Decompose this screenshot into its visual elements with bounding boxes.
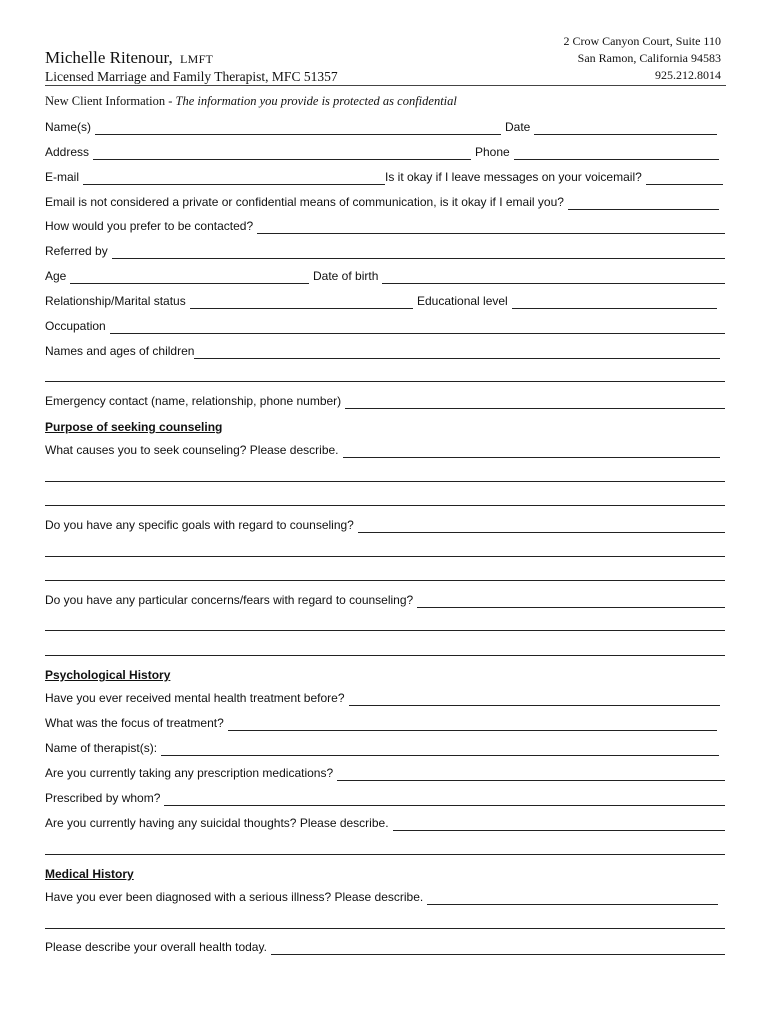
relationship-field[interactable] bbox=[190, 294, 413, 309]
medical-q2-row bbox=[45, 940, 725, 958]
names-field[interactable] bbox=[95, 120, 501, 135]
contact-pref-row bbox=[45, 219, 725, 237]
referred-by-label: Referred by bbox=[45, 244, 108, 258]
age-label: Age bbox=[45, 269, 67, 283]
medical-heading: Medical History bbox=[45, 867, 134, 881]
psych-q2-field[interactable] bbox=[228, 716, 717, 731]
names-label: Name(s) bbox=[45, 120, 92, 134]
address-label: Address bbox=[45, 145, 90, 159]
psych-q4-label: Are you currently taking any prescription medications? bbox=[45, 766, 334, 780]
email-row bbox=[45, 170, 725, 188]
psych-q6-label: Are you currently having any suicidal thoughts? Please describe. bbox=[45, 816, 389, 830]
relationship-label: Relationship/Marital status bbox=[45, 294, 186, 308]
education-field[interactable] bbox=[512, 294, 717, 309]
psych-q2-row bbox=[45, 716, 725, 734]
purpose-q1-line-2[interactable] bbox=[45, 481, 725, 482]
office-phone: 925.212.8014 bbox=[655, 68, 721, 82]
medical-q1-line-2[interactable] bbox=[45, 928, 725, 929]
referred-by-row bbox=[45, 244, 725, 262]
purpose-q3-line-3[interactable] bbox=[45, 655, 725, 656]
age-field[interactable] bbox=[70, 269, 309, 284]
purpose-q3-row bbox=[45, 593, 725, 611]
psych-q6-field[interactable] bbox=[393, 816, 725, 831]
psych-q3-row bbox=[45, 741, 725, 759]
purpose-q2-row bbox=[45, 518, 725, 536]
medical-q2-field[interactable] bbox=[271, 940, 725, 955]
children-row bbox=[45, 344, 725, 362]
address-line-1: 2 Crow Canyon Court, Suite 110 bbox=[563, 34, 721, 48]
purpose-q1-row bbox=[45, 443, 725, 461]
children-field[interactable] bbox=[194, 344, 720, 359]
names-date-row bbox=[45, 120, 725, 138]
psych-heading: Psychological History bbox=[45, 668, 171, 682]
medical-q1-label: Have you ever been diagnosed with a serious illness? Please describe. bbox=[45, 890, 424, 904]
address-line-2: San Ramon, California 94583 bbox=[577, 51, 721, 65]
phone-label: Phone bbox=[475, 145, 510, 159]
voicemail-field[interactable] bbox=[646, 170, 723, 185]
contact-pref-label: How would you prefer to be contacted? bbox=[45, 219, 254, 233]
psych-q4-field[interactable] bbox=[337, 766, 725, 781]
occupation-field[interactable] bbox=[110, 319, 725, 334]
psych-q1-row bbox=[45, 691, 725, 709]
form-intro bbox=[45, 94, 457, 109]
email-consent-field[interactable] bbox=[568, 195, 719, 210]
medical-q2-label: Please describe your overall health today. bbox=[45, 940, 267, 954]
occupation-label: Occupation bbox=[45, 319, 106, 333]
age-dob-row bbox=[45, 269, 725, 287]
letterhead bbox=[45, 30, 725, 86]
occupation-row bbox=[45, 319, 725, 337]
emergency-field[interactable] bbox=[345, 394, 725, 409]
purpose-q2-label: Do you have any specific goals with regard to counseling? bbox=[45, 518, 354, 532]
psych-q6-line-2[interactable] bbox=[45, 854, 725, 855]
therapist-name bbox=[45, 48, 213, 68]
dob-label: Date of birth bbox=[313, 269, 379, 283]
medical-q1-field[interactable] bbox=[427, 890, 718, 905]
office-address bbox=[563, 33, 721, 84]
psych-q1-label: Have you ever received mental health treatment before? bbox=[45, 691, 345, 705]
purpose-q1-label: What causes you to seek counseling? Please describe. bbox=[45, 443, 339, 457]
email-consent-row bbox=[45, 195, 725, 213]
education-label: Educational level bbox=[417, 294, 508, 308]
psych-q5-label: Prescribed by whom? bbox=[45, 791, 161, 805]
psych-q5-field[interactable] bbox=[164, 791, 725, 806]
purpose-q2-line-2[interactable] bbox=[45, 556, 725, 557]
date-field[interactable] bbox=[534, 120, 717, 135]
purpose-q2-field[interactable] bbox=[358, 518, 725, 533]
purpose-q3-field[interactable] bbox=[417, 593, 725, 608]
confidentiality-note: The information you provide is protected as confidential bbox=[175, 94, 457, 108]
dob-field[interactable] bbox=[382, 269, 725, 284]
relationship-education-row bbox=[45, 294, 725, 312]
email-label: E-mail bbox=[45, 170, 80, 184]
therapist-license: Licensed Marriage and Family Therapist, MFC 51357 bbox=[45, 69, 338, 84]
purpose-q3-label: Do you have any particular concerns/fears with regard to counseling? bbox=[45, 593, 414, 607]
therapist-name-text: Michelle Ritenour, bbox=[45, 48, 173, 67]
address-phone-row bbox=[45, 145, 725, 163]
psych-q3-label: Name of therapist(s): bbox=[45, 741, 158, 755]
medical-q1-row bbox=[45, 890, 725, 908]
phone-field[interactable] bbox=[514, 145, 719, 160]
psych-q2-label: What was the focus of treatment? bbox=[45, 716, 224, 730]
purpose-q3-line-2[interactable] bbox=[45, 630, 725, 631]
psych-q4-row bbox=[45, 766, 725, 784]
purpose-q1-field[interactable] bbox=[343, 443, 720, 458]
form-title: New Client Information - bbox=[45, 94, 176, 108]
purpose-q1-line-3[interactable] bbox=[45, 505, 725, 506]
email-consent-label: Email is not considered a private or confidential means of communication, is it okay if I email you? bbox=[45, 195, 564, 209]
psych-q1-field[interactable] bbox=[349, 691, 720, 706]
children-extra-line[interactable] bbox=[45, 381, 725, 382]
address-field[interactable] bbox=[93, 145, 471, 160]
date-label: Date bbox=[505, 120, 531, 134]
voicemail-label: Is it okay if I leave messages on your voicemail? bbox=[385, 170, 642, 184]
psych-q6-row bbox=[45, 816, 725, 834]
psych-q5-row bbox=[45, 791, 725, 809]
email-field[interactable] bbox=[83, 170, 385, 185]
emergency-row bbox=[45, 394, 725, 412]
psych-q3-field[interactable] bbox=[161, 741, 719, 756]
children-label: Names and ages of children bbox=[45, 344, 195, 358]
purpose-heading: Purpose of seeking counseling bbox=[45, 420, 223, 434]
header-divider bbox=[45, 85, 726, 86]
therapist-credential: LMFT bbox=[179, 52, 214, 66]
referred-by-field[interactable] bbox=[112, 244, 725, 259]
emergency-label: Emergency contact (name, relationship, phone number) bbox=[45, 394, 342, 408]
purpose-q2-line-3[interactable] bbox=[45, 580, 725, 581]
contact-pref-field[interactable] bbox=[257, 219, 725, 234]
